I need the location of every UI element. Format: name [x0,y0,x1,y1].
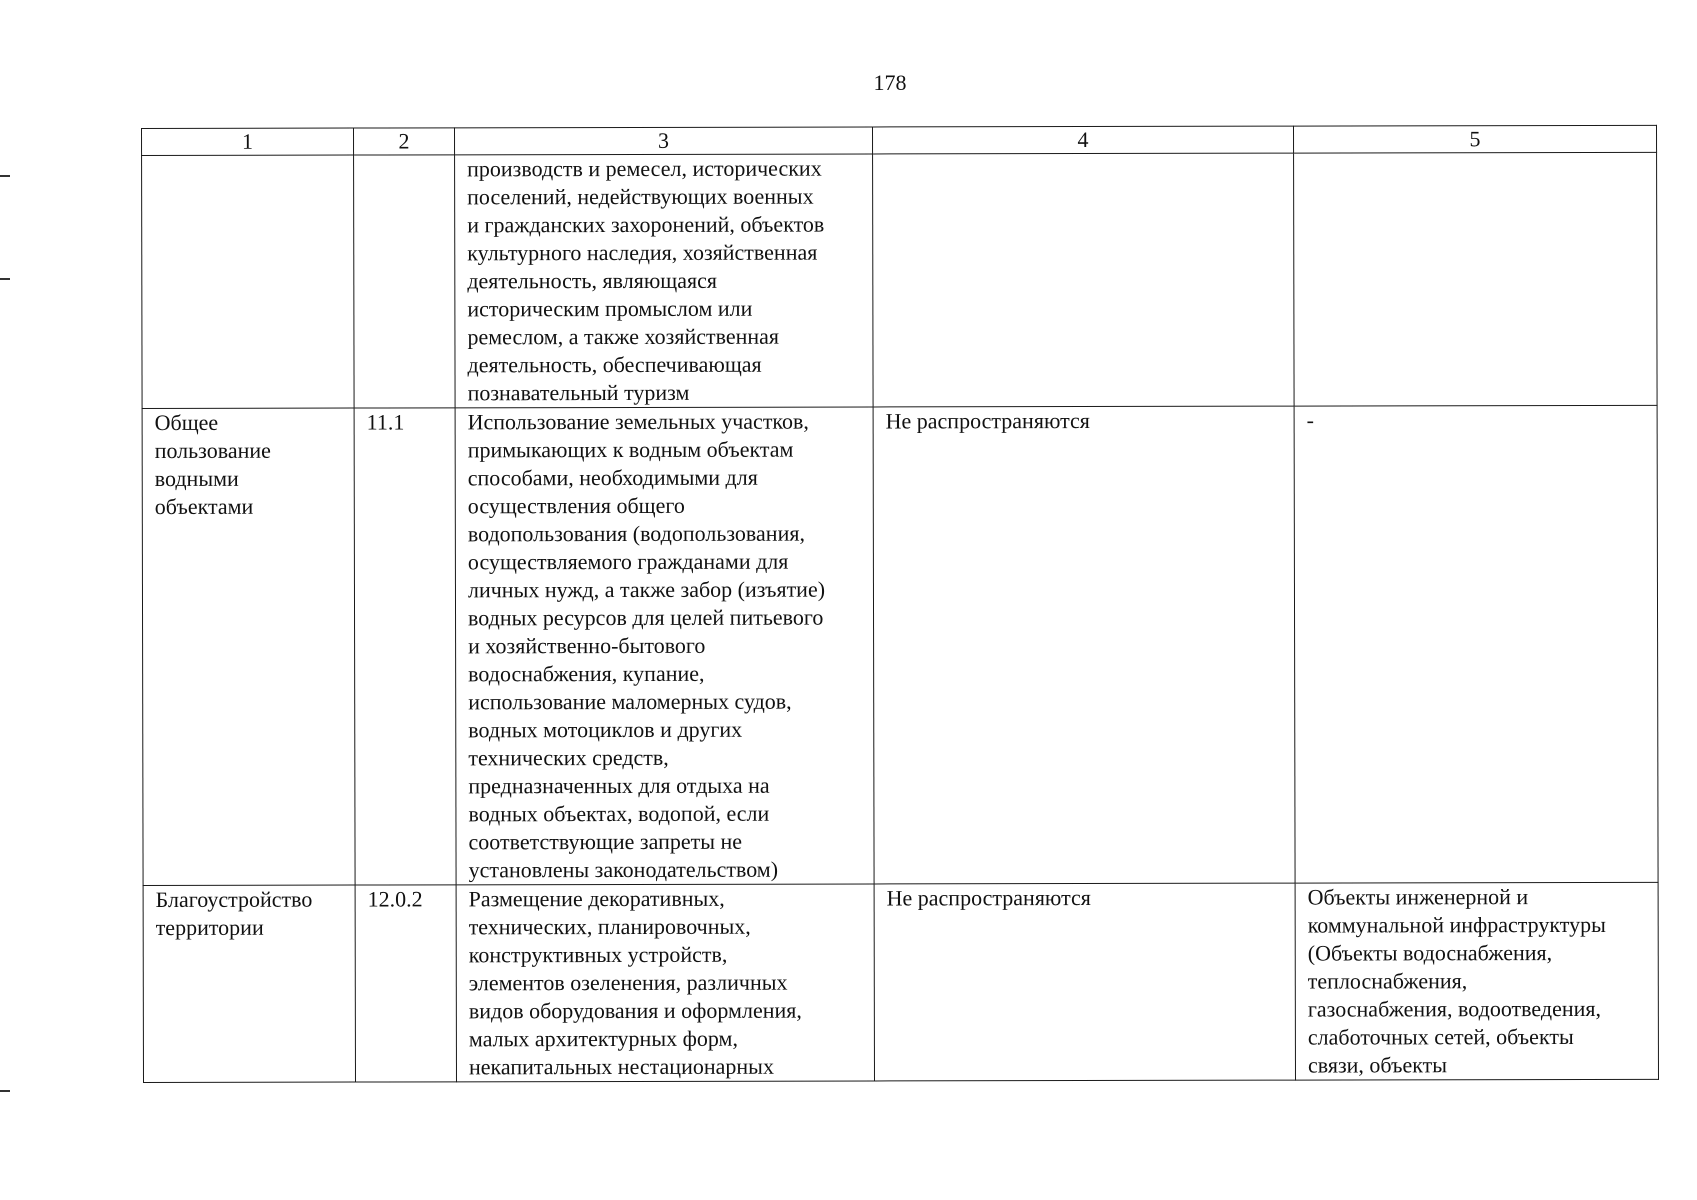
land-use-name-cell [142,155,355,408]
column-header-1: 1 [142,128,354,155]
column-header-3: 3 [455,127,873,155]
scan-edge-mark [0,278,10,280]
land-use-description-cell: производств и ремесел, исторических поселений, недействующих военных и гражданских захоронений, объектов культурного наследия, хозяйственная деятельность, являющаяся историческим промыслом или ремеслом, а также хозяйственная деятельность, обеспечивающая познавательный туризм [455,154,874,408]
land-use-description-cell: Использование земельных участков, примыкающих к водным объектам способами, необходимыми для осуществления общего водопользования (водопользования, осуществляемого гражданами для личных нужд, а также забор (изъятие) водных ресурсов для целей питьевого и хозяйственно-бытового водоснабжения, купание, использование маломерных судов, водных мотоциклов и других технических средств, предназначенных для отдыха на водных объектах, водопой, если соответствующие запреты не установлены законодательством) [455,407,874,885]
related-objects-cell: Объекты инженерной и коммунальной инфраструктуры (Объекты водоснабжения, теплоснабжения, газоснабжения, водоотведения, слаботочных сетей, объекты связи, объекты [1295,882,1658,1080]
land-use-code-cell: 12.0.2 [355,885,456,1082]
related-objects-cell [1294,152,1658,406]
column-header-4: 4 [872,126,1293,154]
table-row [143,882,1658,1082]
page-number: 178 [873,70,907,95]
scan-edge-mark [0,175,10,177]
table-row [142,405,1658,885]
related-objects-cell: - [1294,405,1658,883]
regulations-table [141,125,1659,1083]
column-header-5: 5 [1293,125,1656,153]
table-header-row [142,125,1657,155]
land-use-code-cell: 11.1 [354,408,456,885]
restrictions-cell: Не распространяются [874,883,1295,1081]
land-use-name-cell: Общее пользование водными объектами [142,408,355,885]
land-use-name-cell: Благоустройство территории [143,885,355,1082]
land-use-code-cell [354,155,456,408]
scan-edge-mark [0,1090,10,1092]
table-row [142,152,1658,408]
column-header-2: 2 [354,128,455,155]
land-use-description-cell: Размещение декоративных, технических, планировочных, конструктивных устройств, элементов озеленения, различных видов оборудования и оформления, малых архитектурных форм, некапитальных нестационарных [456,884,874,1082]
restrictions-cell [873,153,1295,407]
restrictions-cell: Не распространяются [873,406,1295,884]
